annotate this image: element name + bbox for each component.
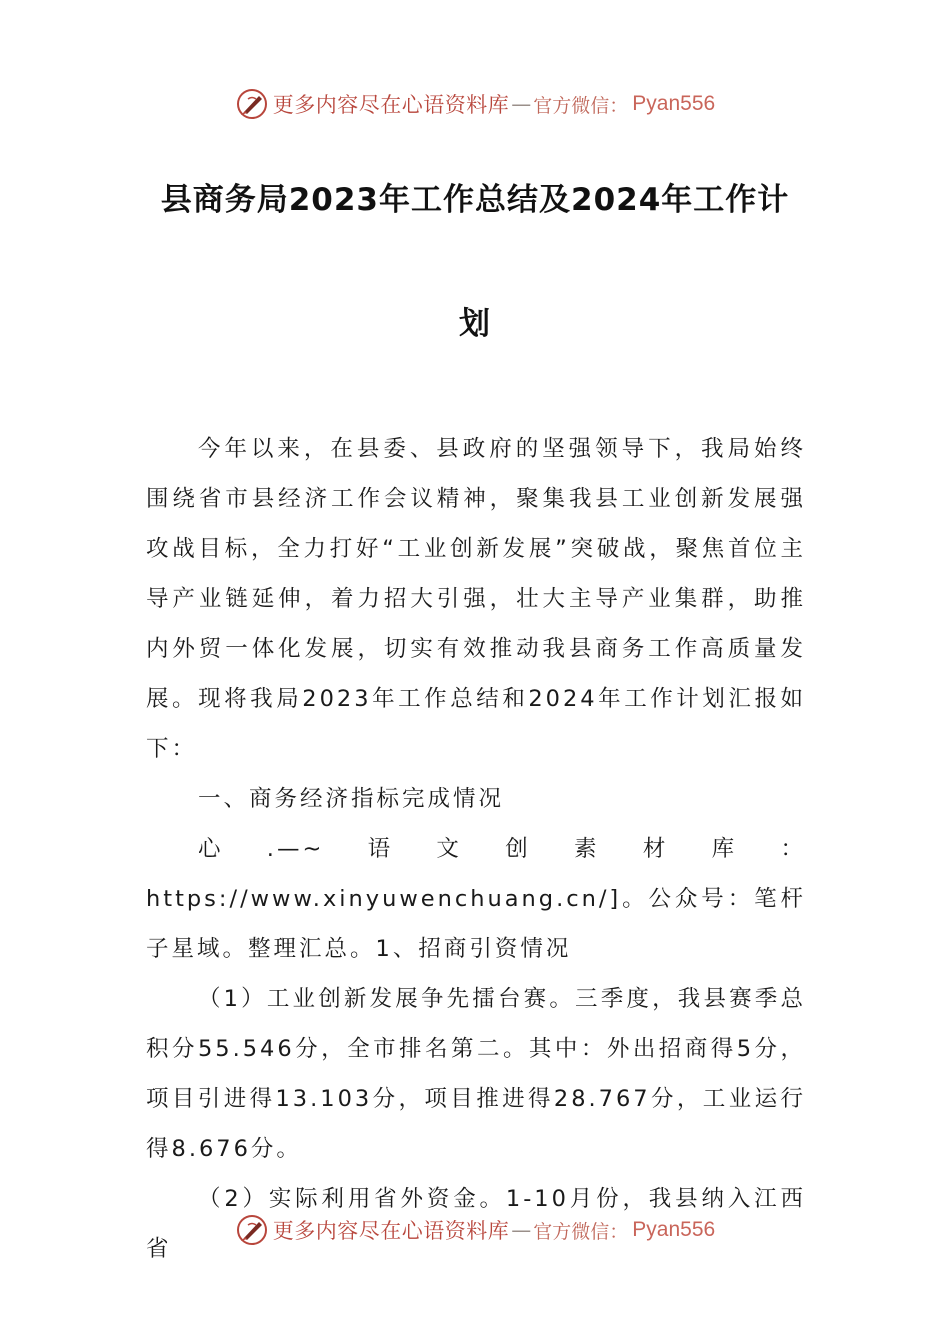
document-body xyxy=(146,424,806,1274)
banner-text: 更多内容尽在心语资料库 xyxy=(272,1219,510,1243)
banner-dash: — xyxy=(511,92,532,116)
banner-dash: — xyxy=(511,1218,532,1242)
document-title-line-2: 划 xyxy=(459,306,491,342)
banner-wechat-id: Pyan556 xyxy=(632,1218,716,1241)
document-title-line-1: 县商务局2023年工作总结及2024年工作计 xyxy=(160,182,790,218)
section-heading: 一、商务经济指标完成情况 xyxy=(198,786,505,812)
intro-paragraph: 今年以来，在县委、县政府的坚强领导下，我局始终围绕省市县经济工作会议精神，聚集我县工业创新发展强攻战目标，全力打好“工业创新发展”突破战，聚焦首位主导产业链延伸，着力招大引强，壮大主导产业集群，助推内外贸一体化发展，切实有效推动我县商务工作高质量发展。现将我局2023年工作总结和2024年工作计划汇报如下： xyxy=(146,436,806,762)
header-watermark-banner xyxy=(0,82,950,126)
pen-logo-icon xyxy=(235,87,269,121)
item-1-paragraph: （1）工业创新发展争先擂台赛。三季度，我县赛季总积分55.546分，全市排名第二。其中：外出招商得5分，项目引进得13.103分，项目推进得28.767分，工业运行得8.676分。 xyxy=(146,986,806,1162)
banner-wechat-label: 官方微信： xyxy=(533,94,629,117)
footer-watermark-banner xyxy=(0,1208,950,1252)
source-note-paragraph: 心.—~语文创素材库：https://www.xinyuwenchuang.cn/]。公众号：笔杆子星域。整理汇总。1、招商引资情况 xyxy=(146,836,806,962)
banner-wechat-label: 官方微信： xyxy=(533,1220,629,1243)
banner-wechat-id: Pyan556 xyxy=(632,92,716,115)
pen-logo-icon xyxy=(235,1213,269,1247)
item-2-paragraph: （2）实际利用省外资金。1-10月份，我县纳入江西省 xyxy=(146,1186,806,1262)
banner-text: 更多内容尽在心语资料库 xyxy=(272,93,510,117)
